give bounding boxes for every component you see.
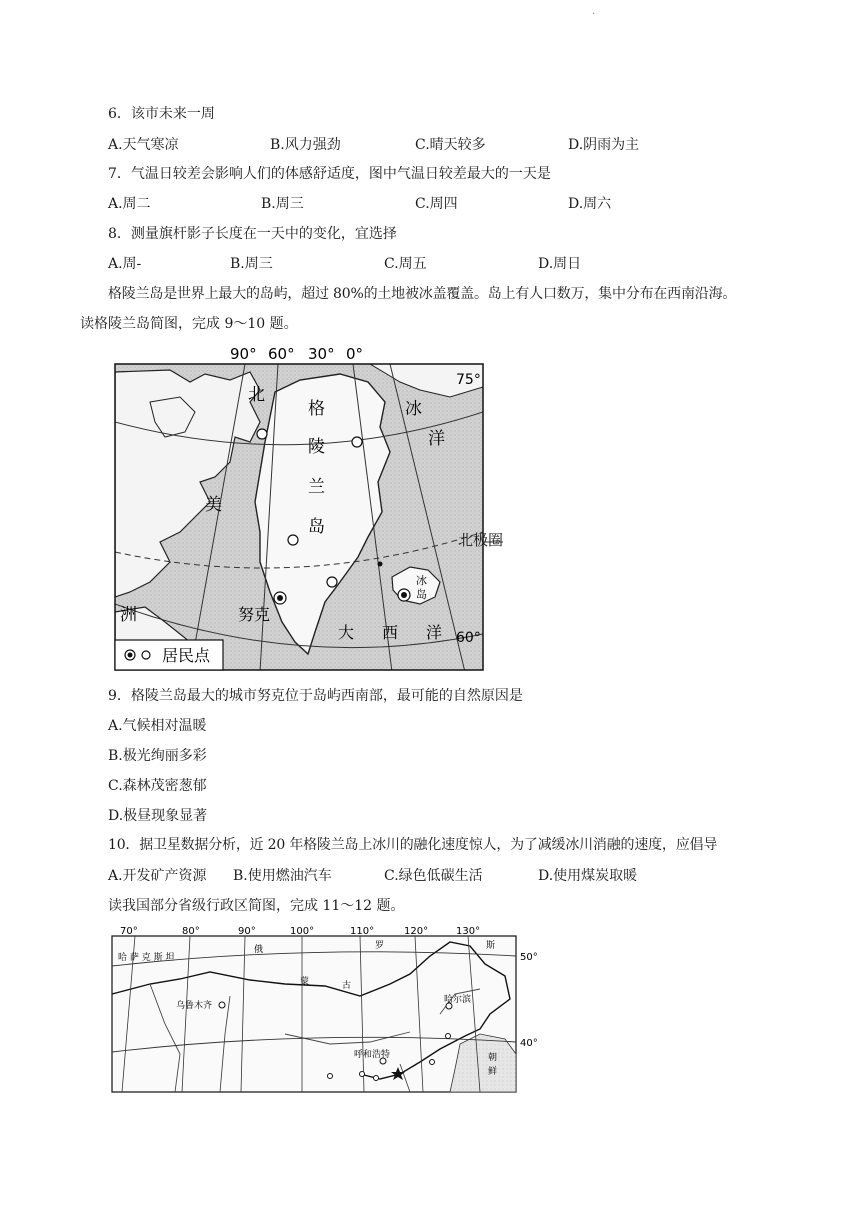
map2-lon-110: 110° — [350, 926, 375, 937]
q7-option-d: D.周六 — [568, 196, 612, 212]
question-8-stem: 8．测量旗杆影子长度在一天中的变化，宜选择 — [108, 226, 397, 242]
map2-lon-80: 80° — [182, 926, 200, 937]
q9-option-a: A.气候相对温暖 — [108, 718, 207, 734]
city-marker-reykjavik-core — [401, 592, 407, 598]
lon-label-0: 0° — [346, 345, 364, 363]
q9-option-b: B.极光绚丽多彩 — [108, 748, 207, 764]
q10-option-b: B.使用燃油汽车 — [233, 868, 332, 884]
label-e: 俄 — [254, 945, 264, 955]
map2-lon-70: 70° — [120, 926, 138, 937]
q6-option-c: C.晴天较多 — [415, 137, 486, 153]
city-marker — [446, 1034, 451, 1039]
q8-option-d: D.周日 — [538, 256, 582, 272]
q9-option-d: D.极昼现象显著 — [108, 808, 208, 824]
settlement-marker — [352, 437, 362, 447]
label-yang-south: 洋 — [426, 623, 443, 642]
label-xian: 鲜 — [488, 1067, 498, 1077]
greenland-map — [110, 342, 510, 672]
passage-greenland-line2: 读格陵兰岛简图，完成 9～10 题。 — [80, 316, 298, 332]
label-arctic-circle: 北极圈 — [458, 531, 504, 549]
label-hohhot: 呼和浩特 — [354, 1050, 391, 1060]
lon-label-30: 30° — [308, 345, 335, 363]
point-marker — [378, 562, 383, 567]
label-ge: 格 — [308, 399, 325, 419]
q8-option-c: C.周五 — [384, 256, 427, 272]
question-9-stem: 9．格陵兰岛最大的城市努克位于岛屿西南部，最可能的自然原因是 — [108, 688, 523, 704]
label-lan: 兰 — [308, 477, 325, 497]
q6-option-d: D.阴雨为主 — [568, 137, 640, 153]
map2-lon-90: 90° — [238, 926, 256, 937]
map2-lat-40: 40° — [520, 1038, 538, 1049]
label-kazakhstan: 哈 萨 克 斯 坦 — [118, 953, 175, 963]
label-mei: 美 — [205, 495, 222, 515]
question-10-stem: 10．据卫星数据分析，近 20 年格陵兰岛上冰川的融化速度惊人，为了减缓冰川消融的速度，应倡导 — [108, 837, 718, 853]
label-urumqi: 乌鲁木齐 — [176, 1001, 213, 1011]
city-marker-nuuk-core — [277, 595, 283, 601]
q10-option-a: A.开发矿产资源 — [108, 868, 207, 884]
settlement-marker — [288, 535, 298, 545]
q7-option-b: B.周三 — [261, 196, 304, 212]
q7-option-a: A.周二 — [108, 196, 151, 212]
label-si: 斯 — [486, 941, 496, 951]
city-marker — [328, 1074, 333, 1079]
q7-option-c: C.周四 — [415, 196, 458, 212]
q8-option-b: B.周三 — [230, 256, 273, 272]
city-marker-urumqi — [219, 1002, 225, 1008]
label-iceland-1: 冰 — [416, 574, 427, 587]
q6-option-a: A.天气寒凉 — [108, 137, 179, 153]
map2-lat-50: 50° — [520, 952, 538, 963]
city-marker — [374, 1076, 379, 1081]
lat-label-75: 75° — [456, 372, 481, 388]
label-dao: 岛 — [308, 517, 325, 537]
label-da: 大 — [338, 623, 355, 642]
question-6-stem: 6．该市未来一周 — [108, 106, 215, 122]
label-xi: 西 — [382, 623, 399, 642]
legend-label: 居民点 — [162, 646, 211, 665]
city-marker — [360, 1072, 365, 1077]
passage-china-map: 读我国部分省级行政区简图，完成 11～12 题。 — [108, 898, 405, 914]
label-luo: 罗 — [375, 941, 385, 951]
lat-label-60: 60° — [456, 630, 481, 646]
q8-option-a: A.周- — [108, 256, 142, 272]
q10-option-c: C.绿色低碳生活 — [384, 868, 483, 884]
label-gu: 古 — [342, 981, 352, 991]
arctic-circle-leader — [483, 538, 503, 548]
legend-settlement-icon — [142, 651, 150, 659]
label-yang-north: 洋 — [428, 429, 445, 449]
q6-option-b: B.风力强劲 — [270, 137, 341, 153]
map2-lon-130: 130° — [456, 926, 481, 937]
q9-option-c: C.森林茂密葱郁 — [108, 778, 207, 794]
label-harbin: 哈尔滨 — [444, 995, 472, 1005]
china-provinces-map — [110, 924, 542, 1094]
label-chao: 朝 — [488, 1053, 498, 1063]
map2-lon-120: 120° — [404, 926, 429, 937]
passage-greenland-line1: 格陵兰岛是世界上最大的岛屿，超过 80%的土地被冰盖覆盖。岛上有人口数万，集中分布在西南沿海。 — [108, 286, 737, 302]
label-zhou: 洲 — [120, 605, 137, 625]
q10-option-d: D.使用煤炭取暖 — [538, 868, 638, 884]
lon-label-90: 90° — [230, 345, 257, 363]
label-bing: 冰 — [405, 399, 422, 419]
label-bei: 北 — [248, 385, 265, 405]
header-mark: . — [592, 6, 596, 17]
label-meng: 蒙 — [300, 977, 310, 987]
city-marker — [430, 1060, 435, 1065]
settlement-marker — [327, 577, 337, 587]
lon-label-60: 60° — [268, 345, 295, 363]
settlement-marker — [257, 429, 267, 439]
legend-city-icon-core — [128, 653, 133, 658]
question-7-stem: 7．气温日较差会影响人们的体感舒适度，图中气温日较差最大的一天是 — [108, 166, 551, 182]
label-ling: 陵 — [308, 437, 325, 457]
label-nuke: 努克 — [238, 605, 271, 624]
map2-lon-100: 100° — [290, 926, 315, 937]
label-iceland-2: 岛 — [416, 588, 427, 601]
